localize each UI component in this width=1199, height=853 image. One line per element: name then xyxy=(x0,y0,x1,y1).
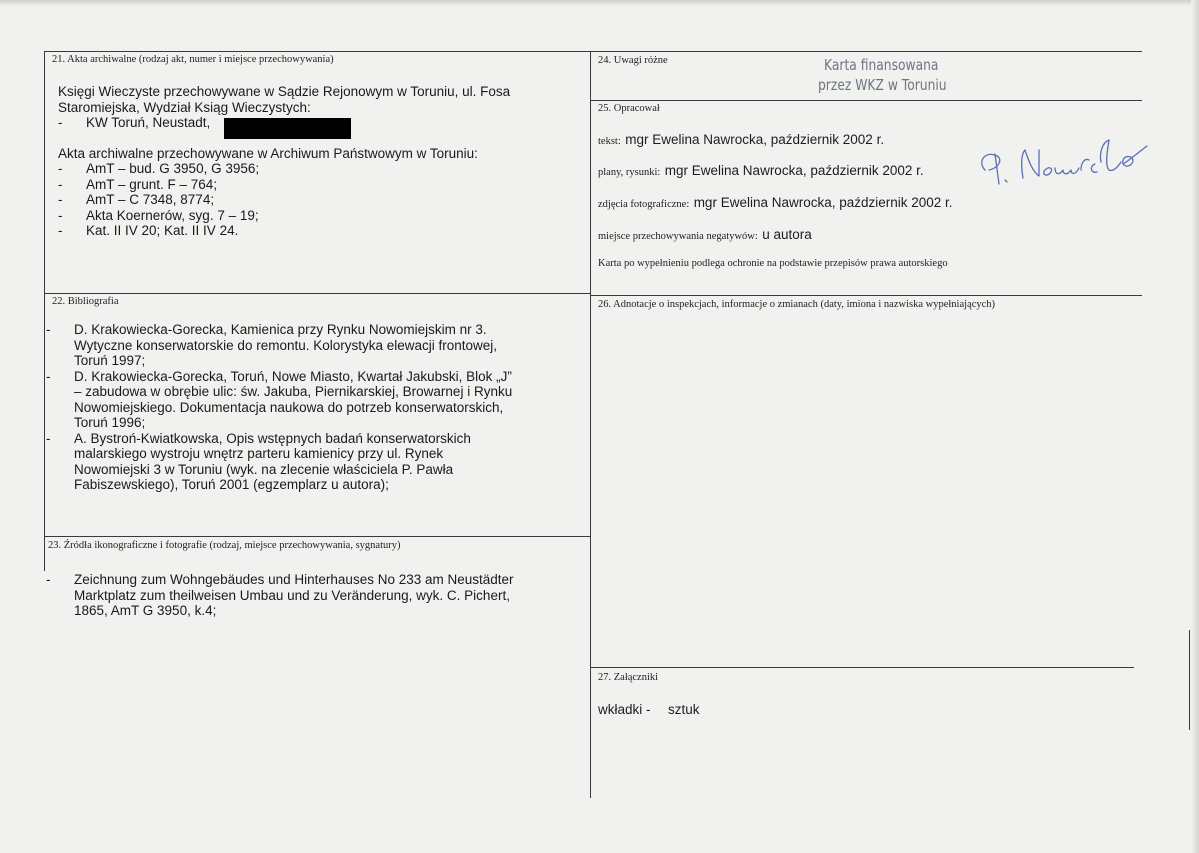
text-line: D. Krakowiecka-Gorecka, Kamienica przy Rynku Nowomiejskim nr 3. xyxy=(74,322,487,337)
author-row-plans xyxy=(598,162,924,180)
section-25-label: 25. Opracował xyxy=(598,103,660,114)
section-21-label: 21. Akta archiwalne (rodzaj akt, numer i miejsce przechowywania) xyxy=(52,54,334,65)
funding-stamp-line-2: przez WKZ w Toruniu xyxy=(818,76,947,94)
text-line: Księgi Wieczyste przechowywane w Sądzie Rejonowym w Toruniu, ul. Fosa xyxy=(58,84,511,99)
text-line: Akta archiwalne przechowywane w Archiwum Państwowym w Toruniu: xyxy=(58,145,478,161)
author-row-key: tekst: xyxy=(598,136,621,147)
section-21-archives xyxy=(58,84,583,239)
rule-far-right xyxy=(1189,630,1190,730)
redaction-block xyxy=(224,118,351,139)
section-24-label: 24. Uwagi różne xyxy=(598,55,668,66)
list-item xyxy=(58,177,583,193)
text-line: A. Bystroń-Kwiatkowska, Opis wstępnych badań konserwatorskich xyxy=(74,430,471,446)
section-23-iconography xyxy=(46,572,586,619)
author-row-value: u autora xyxy=(762,227,812,242)
section-22-bibliography xyxy=(46,322,586,493)
list-item-text: AmT – grunt. F – 764; xyxy=(86,176,218,192)
rule-top-right xyxy=(591,51,1142,52)
author-row-key: plany, rysunki: xyxy=(598,167,661,178)
list-item xyxy=(58,192,583,208)
rule-right-26 xyxy=(591,295,1142,296)
author-row-negatives xyxy=(598,226,812,244)
author-row-text xyxy=(598,131,884,149)
list-dash: - xyxy=(58,115,63,130)
author-row-key: miejsce przechowywania negatywów: xyxy=(598,231,758,242)
list-dash: - xyxy=(46,572,51,587)
list-item-text: Kat. II IV 20; Kat. II IV 24. xyxy=(86,223,239,238)
text-line: Nowomiejskiego. Dokumentacja naukowa do potrzeb konserwatorskich, xyxy=(74,399,504,415)
list-dash: - xyxy=(46,430,51,446)
author-row-photos xyxy=(598,194,953,212)
list-dash: - xyxy=(58,161,63,176)
list-dash: - xyxy=(58,207,63,223)
text-line: D. Krakowiecka-Gorecka, Toruń, Nowe Miasto, Kwartał Jakubski, Blok „J” xyxy=(74,368,512,384)
author-row-value: mgr Ewelina Nawrocka, październik 2002 r. xyxy=(625,132,885,147)
list-dash: - xyxy=(58,223,63,238)
rule-left-mid xyxy=(44,293,590,294)
list-item xyxy=(58,223,583,239)
text-line: Wytyczne konserwatorskie do remontu. Kolorystyka elewacji frontowej, xyxy=(74,337,498,353)
section-26-label: 26. Adnotacje o inspekcjach, informacje o zmianach (daty, imiona i nazwiska wypełniających) xyxy=(598,299,996,310)
attachments-label: wkładki - xyxy=(598,702,651,717)
bibliography-item xyxy=(46,431,586,493)
section-23-label: 23. Źródła ikonograficzne i fotografie (rodzaj, miejsce przechowywania, sygnatury) xyxy=(48,540,401,551)
text-line: Toruń 1997; xyxy=(74,353,146,368)
list-item xyxy=(58,161,583,177)
copyright-note: Karta po wypełnieniu podlega ochronie na podstawie przepisów prawa autorskiego xyxy=(598,258,948,269)
text-line: Nowomiejski 3 w Toruniu (wyk. na zlecenie właściciela P. Pawła xyxy=(74,461,454,477)
rule-right-25 xyxy=(591,100,1142,101)
text-line: Zeichnung zum Wohngebäudes und Hinterhauses No 233 am Neustädter xyxy=(74,572,514,587)
iconography-item xyxy=(46,572,586,619)
list-dash: - xyxy=(46,368,51,384)
kw-entry-text: KW Toruń, Neustadt, xyxy=(86,115,211,130)
text-line: Fabiszewskiego), Toruń 2001 (egzemplarz u autora); xyxy=(74,477,389,492)
text-line: Marktplatz zum theilweisen Umbau und zu Veränderung, wyk. C. Pichert, xyxy=(74,587,510,603)
list-item-text: AmT – bud. G 3950, G 3956; xyxy=(86,161,260,176)
text-line: malarskiego wystroju wnętrz parteru kamienicy przy ul. Rynek xyxy=(74,446,444,461)
author-row-value: mgr Ewelina Nawrocka, październik 2002 r. xyxy=(693,195,953,210)
attachments-row xyxy=(598,702,700,717)
section-27-label: 27. Załączniki xyxy=(598,672,659,683)
author-row-value: mgr Ewelina Nawrocka, październik 2002 r. xyxy=(664,163,924,178)
text-line: Toruń 1996; xyxy=(74,415,146,430)
list-dash: - xyxy=(58,192,63,207)
funding-stamp-line-1: Karta finansowana xyxy=(824,56,939,74)
section-22-label: 22. Bibliografia xyxy=(52,296,119,307)
bibliography-item xyxy=(46,369,586,431)
list-dash: - xyxy=(58,176,63,192)
rule-top-left xyxy=(44,51,590,52)
attachments-unit: sztuk xyxy=(668,702,700,717)
list-item-text: AmT – C 7348, 8774; xyxy=(86,192,215,207)
scan-edge-right xyxy=(1191,0,1199,853)
rule-right-27 xyxy=(591,667,1134,668)
author-signature xyxy=(975,132,1155,192)
text-line: Staromiejska, Wydział Ksiąg Wieczystych: xyxy=(58,99,311,115)
rule-left-outer xyxy=(44,51,45,571)
list-item xyxy=(58,208,583,224)
list-dash: - xyxy=(46,322,51,337)
text-line: – zabudowa w obrębie ulic: św. Jakuba, Piernikarskiej, Browarnej i Rynku xyxy=(74,384,513,399)
bibliography-item xyxy=(46,322,586,369)
list-item-text: Akta Koernerów, syg. 7 – 19; xyxy=(86,207,259,223)
author-row-key: zdjęcia fotograficzne: xyxy=(598,199,690,210)
scan-edge-top xyxy=(0,0,1199,6)
rule-vertical-center xyxy=(590,51,591,798)
text-line: 1865, AmT G 3950, k.4; xyxy=(74,603,217,618)
rule-left-lower xyxy=(44,536,590,537)
